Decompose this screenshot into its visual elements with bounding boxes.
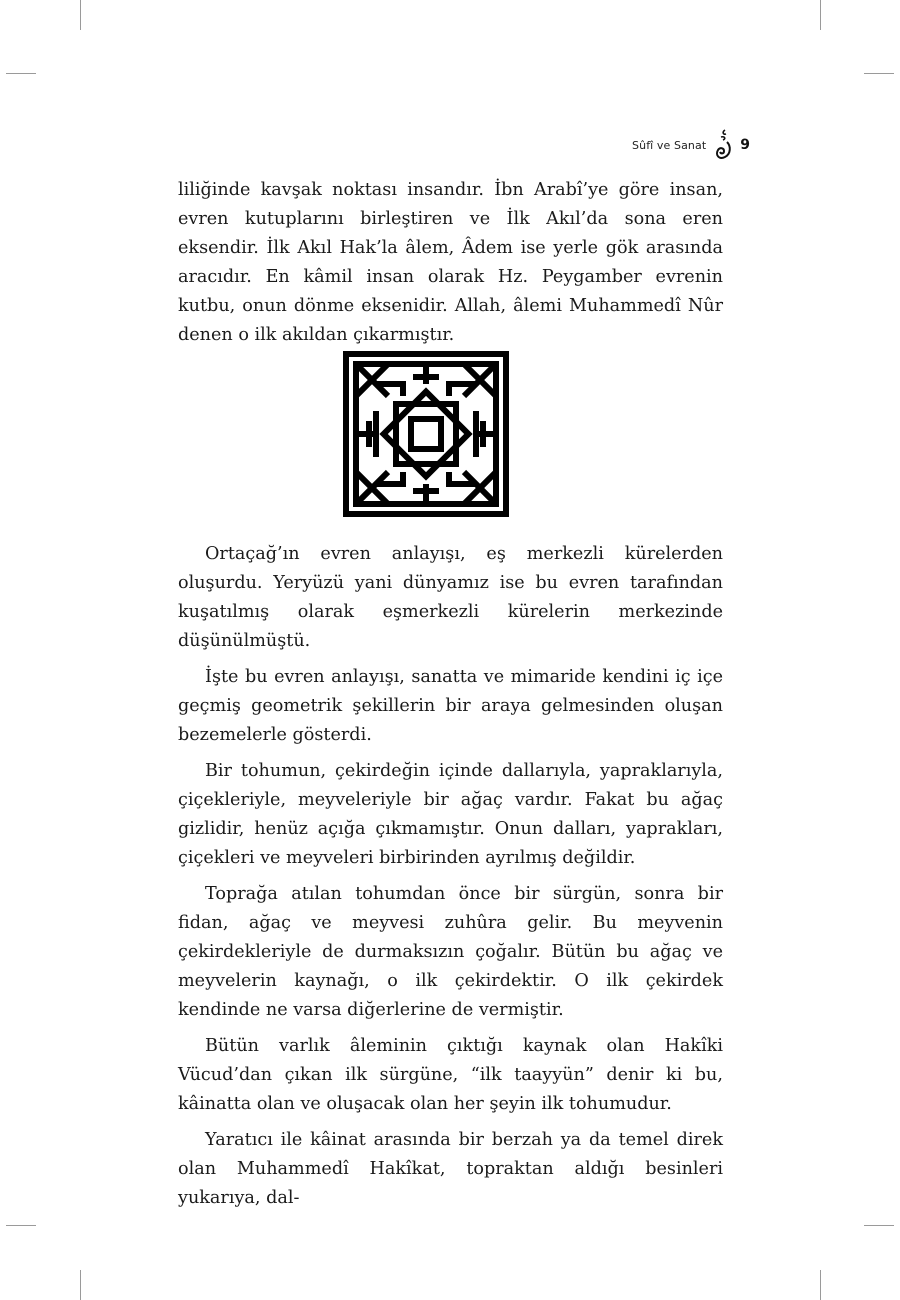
crop-mark-right-top [864,73,894,74]
crop-mark-top-right [820,0,821,30]
paragraph: İşte bu evren anlayışı, sanatta ve mimaride kendini iç içe geçmiş geometrik şekillerin bir araya gelmesinden oluşan bezemelerle gösterdi. [178,667,723,745]
top-paragraph-block [178,176,723,357]
paragraph: Bütün varlık âleminin çıktığı kaynak olan Hakîki Vücud’dan çıkan ilk sürgüne, “ilk taayyün” denir ki bu, kâinatta olan ve oluşacak olan her şeyin ilk tohumudur. [178,1036,723,1114]
running-header [632,128,750,162]
page-number: 9 [740,137,750,153]
paragraph: Yaratıcı ile kâinat arasında bir berzah ya da temel direk olan Muhammedî Hakîkat, topraktan aldığı besinleri yukarıya, dal- [178,1130,723,1208]
paragraph: Bir tohumun, çekirdeğin içinde dallarıyla, yapraklarıyla, çiçekleriyle, meyveleriyle bir ağaç vardır. Fakat bu ağaç gizlidir, henüz açığa çıkmamıştır. Onun dalları, yaprakları, çiçekleri ve meyveleri birbirinden ayrılmış değildir. [178,761,723,868]
crop-mark-bottom-left [80,1270,81,1300]
paragraph: Ortaçağ’ın evren anlayışı, eş merkezli kürelerden oluşurdu. Yeryüzü yani dünyamız ise bu evren tarafından kuşatılmış olarak eşmerkezli kürelerin merkezinde düşünülmüştü. [178,544,723,651]
geometric-ornament-image [343,351,509,517]
running-title: Sûfî ve Sanat [632,138,707,152]
paragraph: liliğinde kavşak noktası insandır. İbn Arabî’ye göre insan, evren kutuplarını birleştiren ve İlk Akıl’da sona eren eksendir. İlk Akıl Hak’la âlem, Âdem ise yerle gök arasında aracıdır. En kâmil insan olarak Hz. Peygamber evrenin kutbu, onun dönme eksenidir. Allah, âlemi Muhammedî Nûr denen o ilk akıldan çıkarmıştır. [178,180,723,345]
crop-mark-right-bottom [864,1225,894,1226]
crop-mark-left-bottom [6,1225,36,1226]
crop-mark-left-top [6,73,36,74]
main-text-block [178,540,723,1220]
calligraphy-ornament-icon [712,128,734,162]
paragraph: Toprağa atılan tohumdan önce bir sürgün, sonra bir fidan, ağaç ve meyvesi zuhûra gelir. Bu meyvenin çekirdekleriyle de durmaksızın çoğalır. Bütün bu ağaç ve meyvelerin kaynağı, o ilk çekirdektir. O ilk çekirdek kendinde ne varsa diğerlerine de vermiştir. [178,884,723,1020]
crop-mark-top-left [80,0,81,30]
crop-mark-bottom-right [820,1270,821,1300]
